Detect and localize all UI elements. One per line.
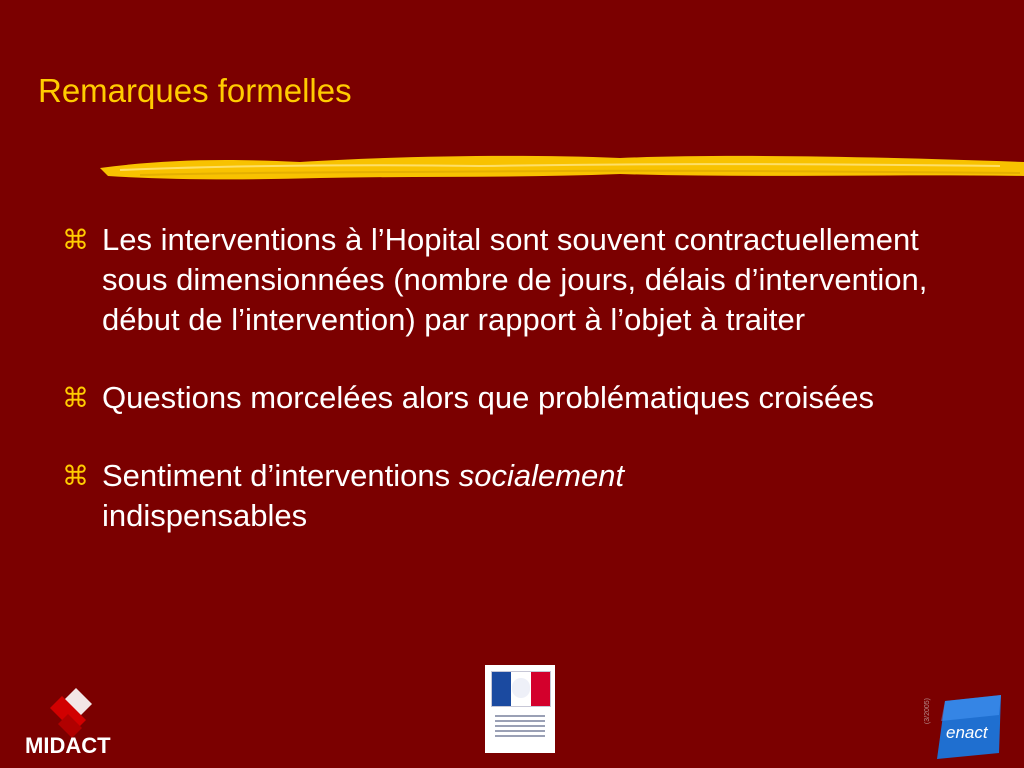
republique-francaise-logo: [485, 665, 555, 753]
title-underline-brush: [100, 150, 1024, 190]
side-caption: (3/2005): [924, 698, 931, 725]
bullet-item-2: [62, 378, 962, 418]
republique-francaise-caption: [491, 715, 549, 737]
midact-logo: [22, 684, 134, 764]
enact-wordmark: enact: [946, 723, 988, 742]
bullet-text-3-emphasis: socialement: [458, 458, 625, 493]
bullet-marker-icon: ⌘: [62, 225, 89, 255]
enact-logo: [935, 695, 1003, 759]
marianne-icon: [491, 671, 551, 707]
bullet-text-3-b: indispensables: [102, 498, 308, 533]
bullet-text-3-a: Sentiment d’interventions: [102, 458, 459, 493]
bullet-marker-icon: ⌘: [62, 461, 89, 491]
bullet-text-1: Les interventions à l’Hopital sont souvent contractuellement sous dimensionnées (nombre de jours, délais d’intervention, début de l’intervention) par rapport à l’objet à traiter: [102, 222, 928, 337]
bullet-item-1: [62, 220, 962, 340]
slide-title: Remarques formelles: [38, 72, 352, 109]
bullet-list: [62, 220, 962, 574]
bullet-item-3: [62, 456, 962, 536]
midact-wordmark: MIDACT: [25, 733, 111, 758]
bullet-marker-icon: ⌘: [62, 383, 89, 413]
bullet-text-2: Questions morcelées alors que problématiques croisées: [102, 380, 874, 415]
